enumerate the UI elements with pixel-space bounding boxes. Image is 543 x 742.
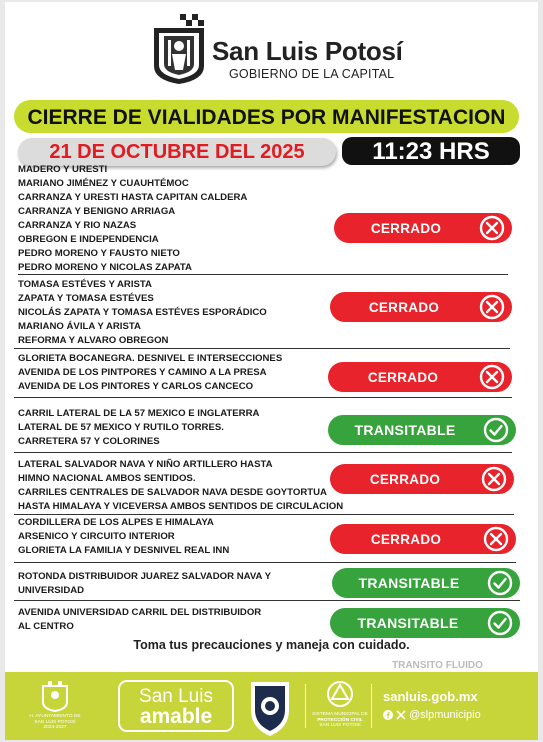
section-divider: [14, 600, 520, 601]
status-label: CERRADO: [369, 471, 441, 487]
x-circle-icon: [478, 363, 506, 391]
street-item: ARSENICO Y CIRCUITO INTERIOR: [18, 531, 175, 542]
brand-line-1: San Luis: [139, 686, 213, 707]
section-divider: [14, 397, 512, 398]
street-item: LATERAL SALVADOR NAVA Y NIÑO ARTILLERO HASTA: [18, 459, 273, 470]
san-luis-amable-logo: [118, 680, 234, 732]
street-item: CORDILLERA DE LOS ALPES E HIMALAYA: [18, 517, 214, 528]
social-handle[interactable]: @slpmunicipio: [409, 709, 481, 721]
seal-caption: [15, 714, 95, 731]
pc-caption-line: SISTEMA MUNICIPAL DE: [312, 712, 368, 717]
street-item: CARRETERA 57 Y COLORINES: [18, 436, 160, 447]
status-label: CERRADO: [370, 220, 442, 236]
street-item: CARRIL LATERAL DE LA 57 MEXICO E INGLATERRA: [18, 408, 260, 419]
check-circle-icon: [486, 569, 514, 597]
pc-caption-line: SAN LUIS POTOSÍ: [319, 723, 361, 728]
street-list: [18, 570, 271, 598]
street-item: GLORIETA BOCANEGRA. DESNIVEL E INTERSECCIONES: [18, 353, 283, 364]
section-divider: [14, 452, 512, 453]
date-label: 21 DE OCTUBRE DEL 2025: [49, 141, 305, 163]
social-links: [383, 709, 481, 721]
status-badge: [328, 362, 512, 392]
x-twitter-icon[interactable]: [396, 710, 406, 720]
status-label: TRANSITABLE: [358, 575, 460, 591]
street-list: [18, 606, 261, 634]
x-circle-icon: [478, 214, 506, 242]
footer-divider: [305, 684, 306, 728]
facebook-icon[interactable]: [383, 710, 393, 720]
brand-subtitle: GOBIERNO DE LA CAPITAL: [229, 67, 395, 81]
check-circle-icon: [482, 416, 510, 444]
street-item: AL CENTRO: [18, 621, 74, 632]
police-badge-icon: [245, 676, 295, 738]
check-circle-icon: [486, 609, 514, 637]
street-item: MADERO Y URESTI: [18, 164, 108, 175]
street-list: [18, 407, 259, 449]
street-list: [18, 458, 343, 514]
website-link[interactable]: sanluis.gob.mx: [383, 689, 478, 704]
street-item: NICOLÁS ZAPATA Y TOMASA ESTÉVES ESPORÁDICO: [18, 307, 267, 318]
coat-of-arms-icon: [150, 12, 208, 86]
street-item: OBREGON E INDEPENDENCIA: [18, 234, 159, 245]
street-item: ROTONDA DISTRIBUIDOR JUAREZ SALVADOR NAVA Y: [18, 571, 271, 582]
status-badge: [330, 292, 512, 322]
status-label: CERRADO: [368, 299, 440, 315]
street-list: [18, 278, 267, 348]
pc-caption: [311, 712, 369, 729]
time-banner: [342, 137, 520, 165]
status-badge: [328, 415, 516, 445]
proteccion-civil-logo: [312, 678, 368, 738]
status-label: CERRADO: [370, 531, 442, 547]
status-badge: [330, 464, 514, 494]
footer-band: [5, 672, 538, 740]
safety-note: Toma tus precauciones y maneja con cuidado.: [133, 638, 410, 652]
brand-line-2: amable: [139, 705, 213, 728]
section-divider: [18, 274, 508, 275]
section-divider: [14, 562, 516, 563]
status-label: CERRADO: [367, 369, 439, 385]
street-item: MARIANO JIMÉNEZ Y CUAUHTÉMOC: [18, 178, 189, 189]
municipal-seal: [15, 678, 95, 736]
street-item: ZAPATA Y TOMASA ESTÉVES: [18, 293, 154, 304]
pc-caption-line: PROTECCIÓN CIVIL: [317, 717, 363, 723]
page-title: CIERRE DE VIALIDADES POR MANIFESTACION: [27, 106, 506, 129]
street-item: HIMNO NACIONAL AMBOS SENTIDOS.: [18, 473, 196, 484]
brand-title: San Luis Potosí: [212, 36, 403, 66]
street-item: TOMASA ESTÉVES Y ARISTA: [18, 279, 152, 290]
street-item: GLORIETA LA FAMILIA Y DESNIVEL REAL INN: [18, 545, 230, 556]
section-divider: [14, 348, 510, 349]
status-badge: [330, 524, 516, 554]
street-list: [18, 163, 247, 275]
street-list: [18, 352, 282, 394]
street-item: CARRANZA Y URESTI HASTA CAPITAN CALDERA: [18, 192, 248, 203]
status-badge: [332, 568, 520, 598]
street-item: MARIANO ÁVILA Y ARISTA: [18, 321, 141, 332]
seal-caption-line: 2024-2027: [43, 725, 67, 730]
x-circle-icon: [480, 465, 508, 493]
section-divider: [14, 514, 514, 515]
status-label: TRANSITABLE: [357, 615, 459, 631]
street-item: CARRANZA Y RIO NAZAS: [18, 220, 137, 231]
street-list: [18, 516, 229, 558]
status-badge: [330, 608, 520, 638]
street-item: CARRILES CENTRALES DE SALVADOR NAVA DESDE GOYTORTUA: [18, 487, 327, 498]
date-banner: [18, 138, 336, 166]
x-circle-icon: [482, 525, 510, 553]
street-item: PEDRO MORENO Y NICOLAS ZAPATA: [18, 262, 192, 273]
seal-caption-line: H. AYUNTAMIENTO DE: [29, 714, 81, 719]
street-item: HASTA HIMALAYA Y VICEVERSA AMBOS SENTIDOS DE CIRCULACION: [18, 501, 344, 512]
status-badge: [334, 213, 512, 243]
time-label: 11:23 HRS: [372, 138, 490, 165]
status-label: TRANSITABLE: [354, 422, 456, 438]
street-item: PEDRO MORENO Y FAUSTO NIETO: [18, 248, 180, 259]
street-item: UNIVERSIDAD: [18, 585, 85, 596]
x-circle-icon: [478, 293, 506, 321]
street-item: AVENIDA DE LOS PINTPORES Y CAMINO A LA PRESA: [18, 367, 267, 378]
footer-divider: [371, 684, 372, 728]
street-item: CARRANZA Y BENIGNO ARRIAGA: [18, 206, 176, 217]
seal-icon: [40, 680, 70, 712]
street-item: LATERAL DE 57 MEXICO Y RUTILO TORRES.: [18, 422, 224, 433]
ghost-label: TRANSITO FLUIDO: [392, 660, 483, 671]
civil-protection-icon: [326, 680, 354, 708]
street-item: AVENIDA DE LOS PINTORES Y CARLOS CANCECO: [18, 381, 254, 392]
title-banner: [14, 100, 519, 133]
street-item: AVENIDA UNIVERSIDAD CARRIL DEL DISTRIBUIDOR: [18, 607, 262, 618]
seal-caption-line: SAN LUIS POTOSÍ: [34, 719, 76, 725]
street-item: REFORMA Y ALVARO OBREGON: [18, 335, 169, 346]
